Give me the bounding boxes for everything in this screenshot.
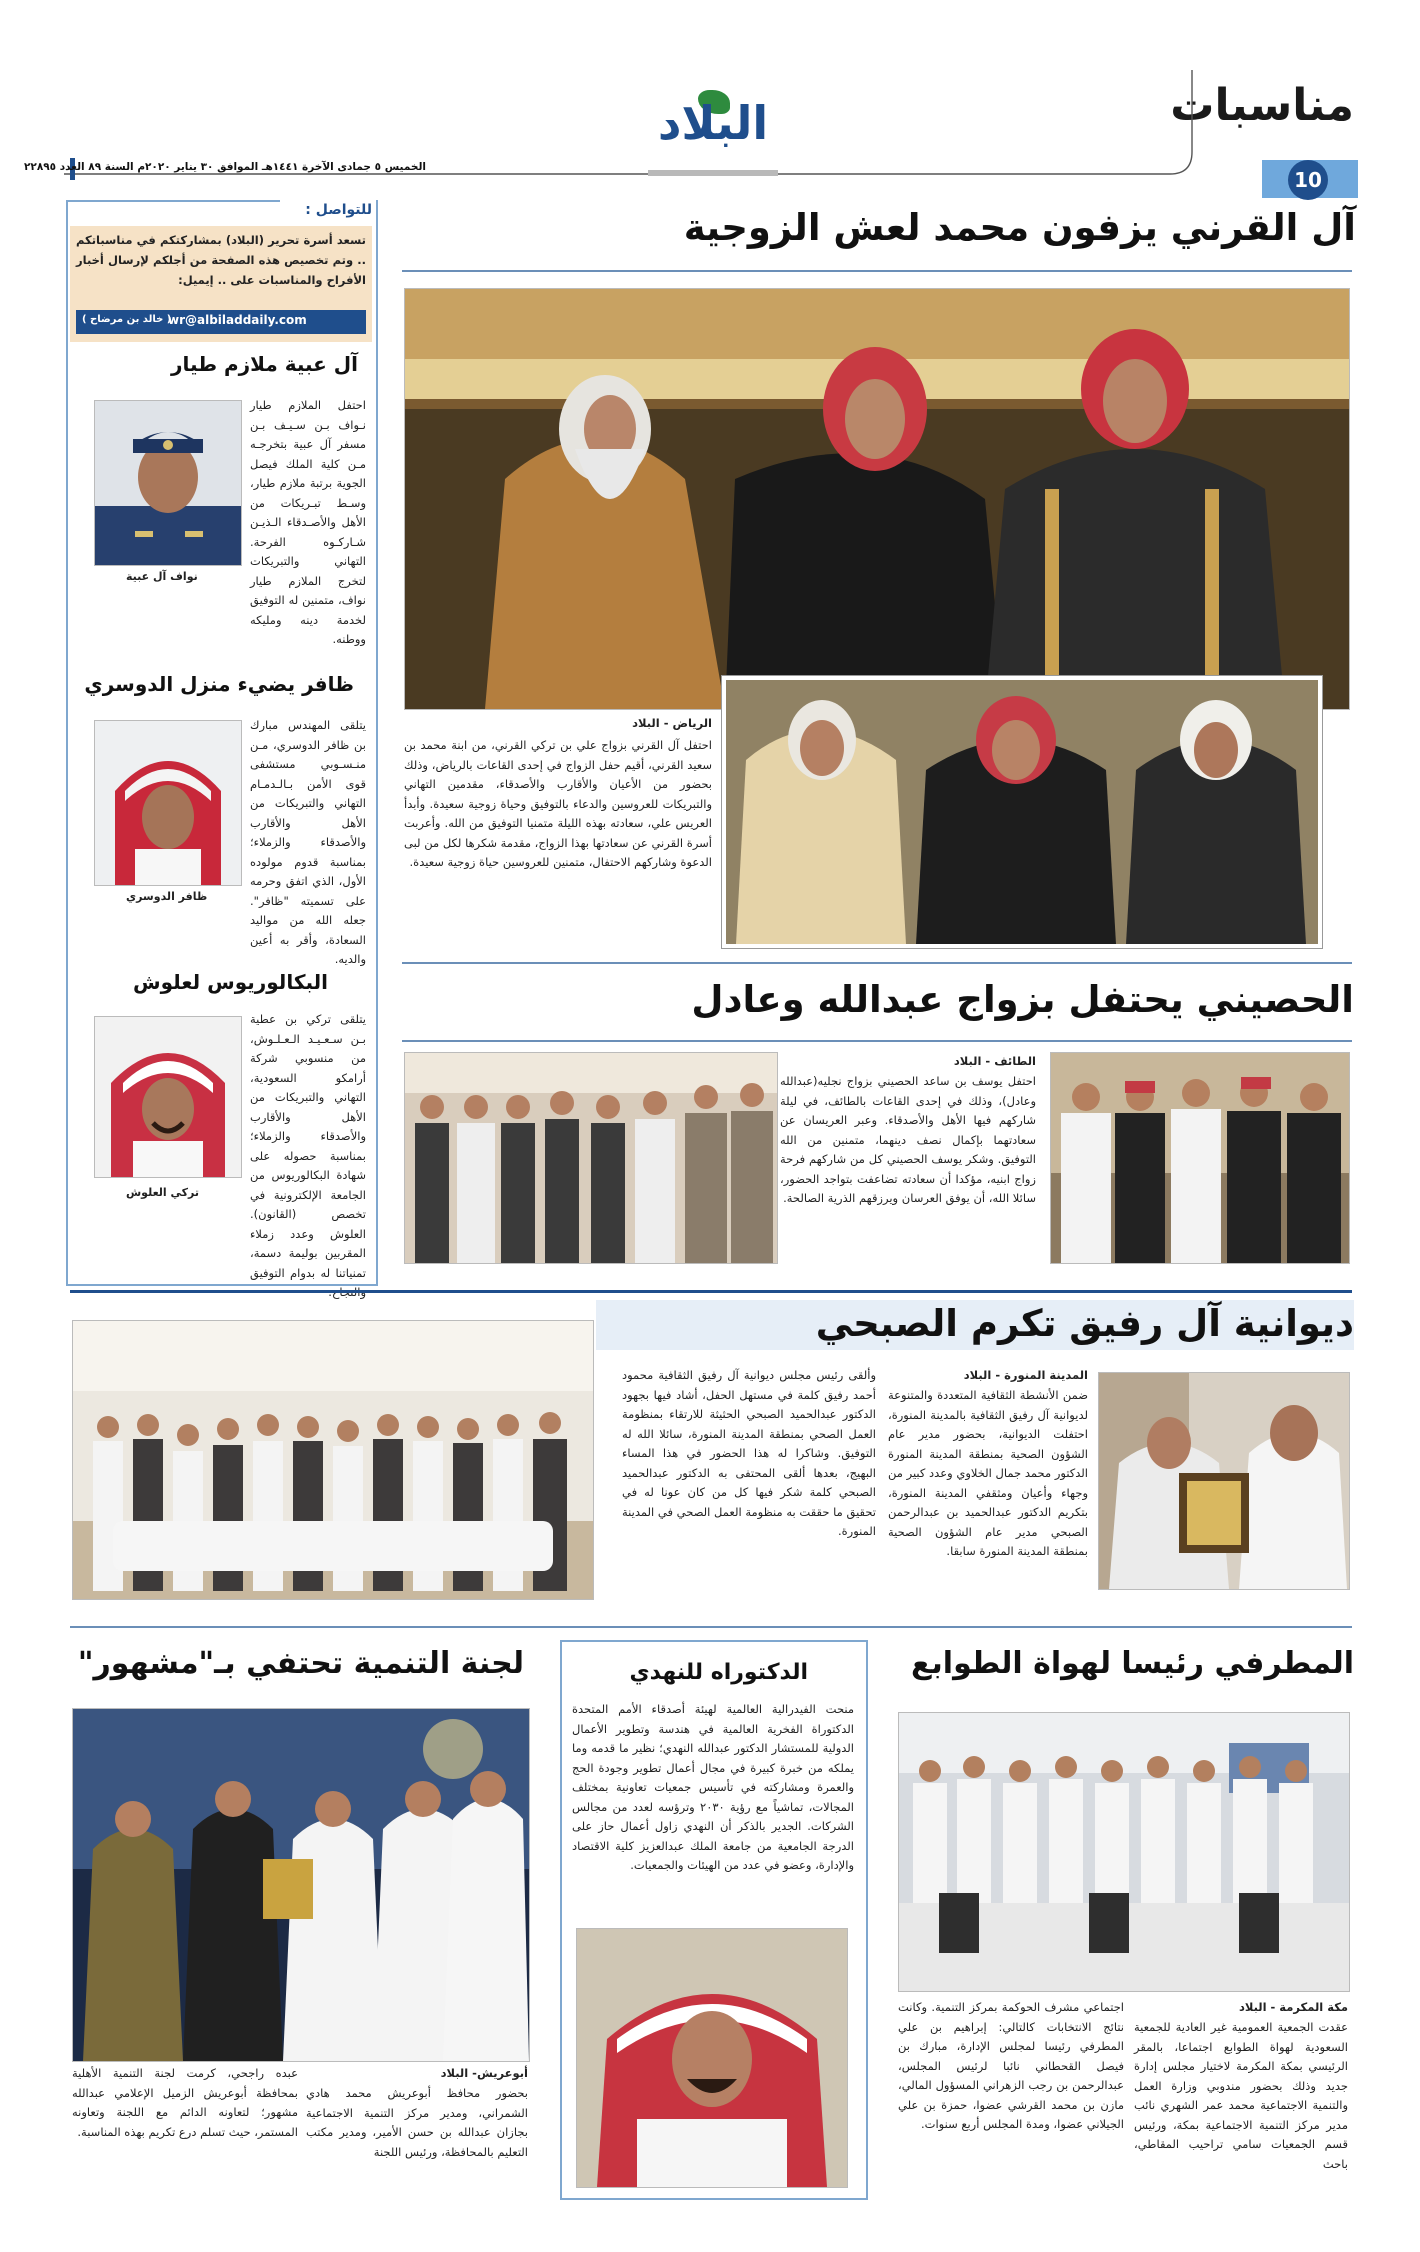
story-1-body: احتفل آل القرني بزواج علي بن تركي القرني، من ابنة محمد بن سعيد القرني، أقيم حفل الزواج في إحدى القاعات بالرياض، وذلك بحضور من الأعيان والأقارب والأصدقاء، مقدمين التهاني والتبريكات للعروسين والدعاء بالتوفيق وحياة زوجية سعيدة. وأبدأ العريس علي، سعادته بهذه الليلة متمنيا التوفيق من الله. وأعربت أسرة القرني عن سعادتها بهذا الزواج، مقدمة شكرها لكل من لبى الدعوة وشاركهم الاحتفال، متمنين للعروسين حياة زوجية سعيدة.	[404, 738, 712, 869]
logo-text: البلاد	[657, 96, 769, 150]
side-2-title: ظافر يضيء منزل الدوسري	[84, 672, 354, 696]
section-rule-2	[70, 1290, 1352, 1293]
story-4-title: المطرفي رئيسا لهواة الطوابع	[911, 1646, 1354, 1681]
side-1-body: احتفل الملازم طيار نـواف بـن سـيـف بـن مسفر آل عبية بتخرجـه مـن كلية الملك فيصل الجوية برتبة ملازم طيار، وسـط تبـريكات من الأهل والأصـدقاء الـذيـن شـاركـوه الفرحة. التهاني والتبريكات لتخرج الملازم طيار نواف، متمنين له التوفيق لخدمة دينه ومليكه ووطنه.	[250, 398, 366, 646]
side-1-photo	[94, 400, 242, 566]
story-3-dateline: المدينة المنورة - البلاد	[963, 1368, 1088, 1382]
section-rule-1	[402, 962, 1352, 964]
story-2-photo-left	[404, 1052, 778, 1264]
story-2-photo-right	[1050, 1052, 1350, 1264]
story-5-body: منحت الفيدرالية العالمية لهيئة أصدقاء الأمم المتحدة الدكتوراة الفخرية العالمية في هندسة وتطوير الأعمال الدولية للمستشار الدكتور عبدالله النهدي؛ نظير ما قدمه وما يملكه من خبرة كبيرة في مجال أعمال تطوير وجودة الحج والعمرة ومشاركته في تأسيس جمعيات تعاونية بمختلف المجالات، تماشياً مع رؤية ٢٠٣٠ وترؤسه لعدد من مجالس الشركات. الجدير بالذكر أن النهدي زاول أعمال حاز على الدرجة الجامعية من جامعة الملك عبدالعزيز كلية الاقتصاد والإدارة، وعضو في عدد من الهيئات والجمعيات.	[572, 1702, 854, 1872]
contact-editor: ( خالد بن مرضاح )	[82, 314, 172, 325]
story-2-title: الحصيني يحتفل بزواج عبدالله وعادل	[691, 978, 1354, 1021]
story-1-rule	[402, 270, 1352, 272]
story-1-photo-inset	[722, 676, 1322, 948]
story-1-title: آل القرني يزفون محمد لعش الزوجية	[683, 206, 1356, 249]
story-2-body: احتفل يوسف بن ساعد الحصيني بزواج نجليه(عبدالله وعادل)، وذلك في إحدى القاعات بالطائف، في ليلة شاركهم فيها الأهل والأصدقاء. وعبر العريسان عن سعادتهما بإكمال نصف دينهما، متمنين من الله التوفيق. وشكر يوسف الحصيني كل من شاركهم فرحة زواج ابنيه، مؤكدا أن سعادته تضاعفت بتواجد الحضور، سائلا الله، أن يوفق العرسان ويرزقهم الذرية الصالحة.	[780, 1074, 1036, 1205]
side-2-photo-caption: ظافر الدوسري	[126, 890, 208, 903]
contact-email[interactable]: wr@albiladdaily.com	[168, 313, 307, 327]
story-1-photo-main	[404, 288, 1350, 710]
story-6-dateline: أبوعريش- البلاد	[440, 2066, 528, 2080]
story-3-title: ديوانية آل رفيق تكرم الصبحي	[815, 1302, 1354, 1345]
story-6-body-left: عبده راجحي، كرمت لجنة التنمية الأهلية بمحافظة أبوعريش الزميل الإعلامي عبدالله مشهور؛ لتعاونه الدائم مع اللجنة وتعاونه المستمر، حيث تسلم درع تكريم بهذه المناسبة.	[72, 2066, 298, 2139]
story-5-photo	[576, 1928, 848, 2188]
story-6-body-right: بحضور محافظ أبوعريش محمد هادي الشمراني، ومدير مركز التنمية الاجتماعية بجازان عبدالله بن حسن الأمير، ومدير مكتب التعليم بالمحافظة، ورئيس اللجنة	[306, 2086, 528, 2159]
story-3-photo-right	[1098, 1372, 1350, 1590]
story-4-body-left: اجتماعي مشرف الحوكمة بمركز التنمية. وكانت نتائج الانتخابات كالتالي: إبراهيم بن علي المطرفي رئيسا لمجلس الإدارة، مبارك بن فيصل القحطاني نائبا لرئيس المجلس، عبدالرحمن بن رجب الزهراني المسؤول المالي، مازن بن محمد القرشي عضوا، حمزة بن علي الجيلاني عضوا، ومدة المجلس أربع سنوات.	[898, 2000, 1124, 2131]
story-2-dateline: الطائف - البلاد	[953, 1054, 1036, 1068]
story-4-body-right: عقدت الجمعية العمومية غير العادية للجمعية السعودية لهواة الطوابع اجتماعا، بالمقر الرئيسي بمكة المكرمة لاختيار مجلس إدارة جديد وذلك بحضور مندوبي وزارة العمل والتنمية الاجتماعية محمد عمر الشهري نائب مدير مركز التنمية الاجتماعية بمكة، ورئيس قسم الجمعيات سامي تراحيب المقاطي، باحث	[1134, 2020, 1348, 2171]
contact-email-box[interactable]	[76, 310, 366, 334]
story-3-body-left: وألقى رئيس مجلس ديوانية آل رفيق الثقافية محمود أحمد رفيق كلمة في مستهل الحفل، أشاد فيها بجهود الدكتور عبدالحميد الصبحي الحثيثة للارتقاء بمنظومة العمل الصحي بمنطقة المدينة المنورة، سائلا الله له التوفيق. وشاكرا له هذا الحضور في هذا المساء البهيج، بعدها ألقى المحتفى به الدكتور عبدالحميد الصبحي كلمة شكر فيها كل من كان عونا له في تحقيق ما حققت به منظومة العمل الصحي في المدينة المنورة.	[622, 1368, 876, 1538]
side-2-photo	[94, 720, 242, 886]
story-1-dateline: الرياض - البلاد	[632, 716, 712, 730]
section-rule-3	[70, 1626, 1352, 1628]
logo-underbar	[648, 170, 778, 176]
story-3-photo-left	[72, 1320, 594, 1600]
contact-body: تسعد أسرة تحرير (البلاد) بمشاركتكم في مناسباتكم .. وتم تخصيص هذه الصفحة من أجلكم لإرسال أخبار الأفراح والمناسبات على .. إيميل:	[76, 233, 366, 287]
side-3-photo	[94, 1016, 242, 1178]
side-3-title: البكالوريوس لعلوش	[133, 970, 328, 994]
logo	[648, 90, 778, 160]
side-1-photo-caption: نواف آل عبية	[126, 570, 198, 583]
side-3-body: يتلقى تركي بن عطية بـن سـعـيـد الـعـلـوش، من منسوبي شركة أرامكو السعودية، التهاني والتبريكات من الأهل والأقارب والأصدقاء والزملاء؛ بمناسبة حصوله على شهادة البكالوريوس من الجامعة الإلكترونية في تخصص (القانون). العلوش وعدد زملاء المقربين بوليمة دسمة، تمنياتنا له بدوام التوفيق	[250, 1012, 366, 1280]
dateline: الخميس ٥ جمادى الآخرة ١٤٤١هـ الموافق ٣٠ يناير ٢٠٢٠م السنة ٨٩ العدد ٢٢٨٩٥	[24, 161, 426, 173]
section-title: مناسبات	[1170, 80, 1354, 131]
contact-title: للتواصل :	[305, 202, 372, 218]
story-3-body-right: ضمن الأنشطة الثقافية المتعددة والمتنوعة لديوانية آل رفيق الثقافية بالمدينة المنورة، احتفلت الديوانية، بحضور مدير عام الشؤون الصحية بمنطقة المدينة المنورة الدكتور محمد جمال الخلاوي وعدد كبير من وجهاء وأعيان ومثقفي المدينة المنورة، بتكريم الدكتور عبدالحميد بن عبدالرحمن الصبحي مدير عام الشؤون الصحية بمنطقة المدينة المنورة سابقا.	[888, 1388, 1088, 1558]
side-1-title: آل عبية ملازم طيار	[171, 352, 358, 376]
story-6-photo	[72, 1708, 530, 2062]
story-4-photo	[898, 1712, 1350, 1992]
page-number-circle: 10	[1288, 160, 1328, 200]
story-6-title: لجنة التنمية تحتفي بـ"مشهور"	[77, 1646, 524, 1681]
story-2-rule	[402, 1040, 1352, 1042]
side-2-body: يتلقى المهندس مبارك بن ظافر الدوسري، مـن منـسـوبي مستشفى قوى الأمن بـالـدمـام التهاني والتبريكات من الأهل والأقارب والأصدقاء والزملاء؛ بمناسبة قدوم مولوده الأول، الذي اتفق وحرمه على تسميته "ظافر". جعله الله من مواليد السعادة، وأقر به أعين والديه.	[250, 718, 366, 966]
story-4-dateline: مكة المكرمة - البلاد	[1238, 2000, 1348, 2014]
story-5-title: الدكتوراه للنهدي	[629, 1660, 808, 1685]
side-3-photo-caption: تركي العلوش	[126, 1186, 200, 1199]
